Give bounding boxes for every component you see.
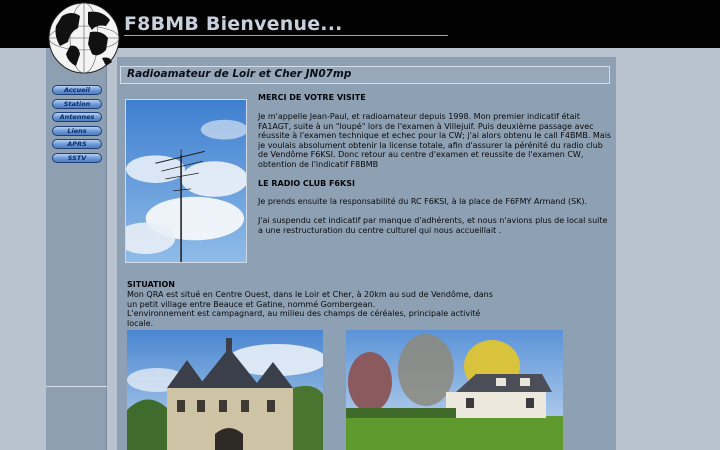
situation-heading: SITUATION (127, 280, 175, 289)
nav-aprs-button[interactable]: APRS (52, 139, 102, 149)
visit-heading: MERCI DE VOTRE VISITE (258, 93, 366, 102)
sidebar-divider (46, 386, 107, 387)
title-underline (124, 35, 448, 36)
radio-club-heading: LE RADIO CLUB F6KSI (258, 179, 355, 188)
nav-accueil-button[interactable]: Accueil (52, 85, 102, 95)
radio-club-paragraph: Je prends ensuite la responsabilité du RC F6KSI, à la place de F6FMY Armand (SK). (258, 197, 588, 206)
nav-antennes-button[interactable]: Antennes (52, 112, 102, 122)
nav-station-button[interactable]: Station (52, 99, 102, 109)
nav-liens-button[interactable]: Liens (52, 126, 102, 136)
environment-paragraph: L'environnement est campagnard, au milieu des champs de céréales, principale activité locale. (127, 309, 481, 328)
nav-sstv-button[interactable]: SSTV (52, 153, 102, 163)
page-subtitle: Radioamateur de Loir et Cher JN07mp (127, 68, 352, 80)
intro-paragraph: Je m'appelle Jean-Paul, et radioamateur depuis 1998. Mon premier indicatif était FA1AGT, suite à un "loupé" lors de l'examen à Villejuif. Puis deuxième passage avec réussite à l'examen technique et echec pour la CW; j'ai alors obtenu le call F4BMB. Mais je voulais absolument obtenir la license totale, afin d'assurer la pérénité du radio club de Vendôme F6KSI. Donc retour au centre d'examen et reussite de l'examen CW, obtention de l'indicatif F8BMB (258, 112, 612, 169)
situation-paragraph: Mon QRA est situé en Centre Ouest, dans le Loir et Cher, à 20km au sud de Vendôme, dans un petit village entre Beauce et Gatine, nommé Gombergean. (127, 290, 493, 309)
castle-photo (127, 330, 323, 450)
globe-icon[interactable] (48, 2, 120, 74)
house-photo (346, 330, 563, 450)
antenna-photo (125, 99, 247, 263)
site-title: F8BMB Bienvenue... (124, 13, 343, 35)
suspension-paragraph: J'ai suspendu cet indicatif par manque d'adhérents, et nous n'avions plus de local suite a une restructuration du centre culturel qui nous accueillait . (258, 216, 608, 235)
